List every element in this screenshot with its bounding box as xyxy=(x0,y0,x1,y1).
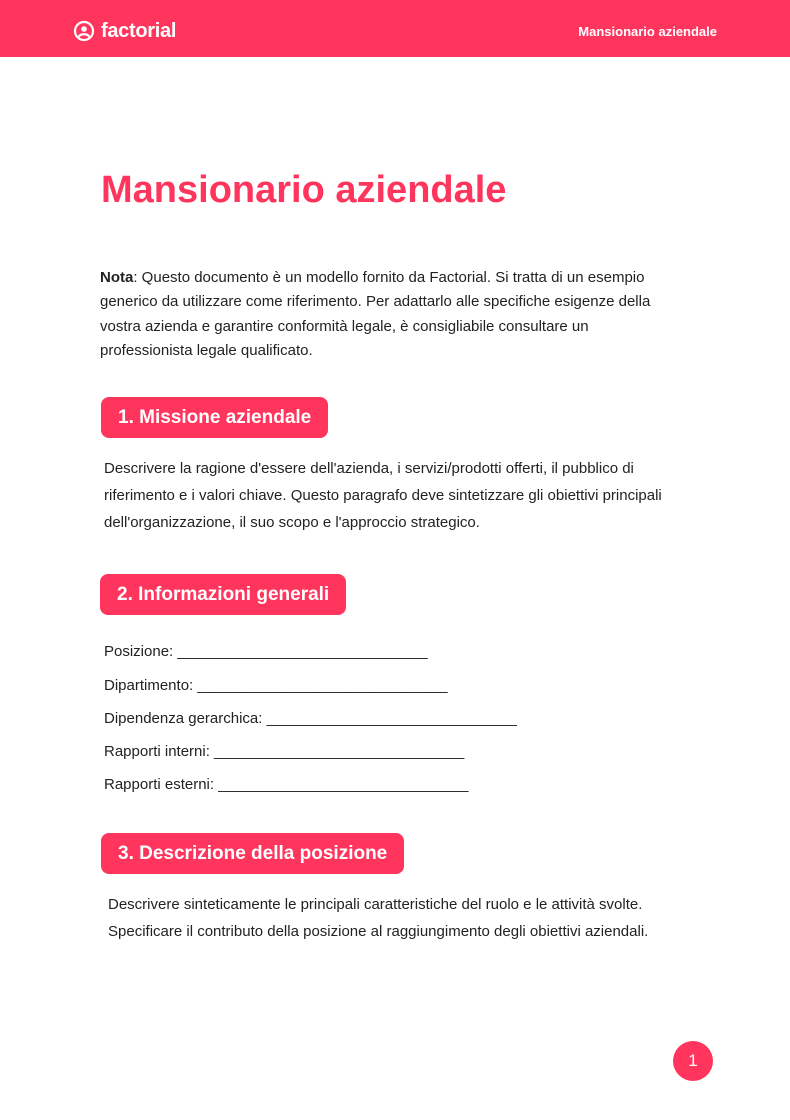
note-text: : Questo documento è un modello fornito da Factorial. Si tratta di un esempio generico da utilizzare come riferimento. Per adattarlo alle specifiche esigenze della vostra azienda e garantire conformità legale, è consigliabile consultare un professionista legale qualificato. xyxy=(100,269,651,359)
section-heading-missione: 1. Missione aziendale xyxy=(101,397,328,438)
field-rapporti-esterni: Rapporti esterni: ______________________________ xyxy=(104,776,469,793)
brand-name: factorial xyxy=(101,20,177,42)
field-rapporti-interni: Rapporti interni: ______________________________ xyxy=(104,743,465,760)
section-body-descrizione: Descrivere sinteticamente le principali caratteristiche del ruolo e le attività svolte. Specificare il contributo della posizione al raggiungimento degli obiettivi aziendali. xyxy=(108,896,649,940)
note-paragraph xyxy=(100,266,680,363)
factorial-logo-icon xyxy=(73,20,95,42)
section-body-missione: Descrivere la ragione d'essere dell'azienda, i servizi/prodotti offerti, il pubblico di riferimento e i valori chiave. Questo paragrafo deve sintetizzare gli obiettivi principali dell'organizzazione, il suo scopo e l'approccio strategico. xyxy=(104,460,662,531)
header-bar xyxy=(0,0,790,57)
page-number-badge: 1 xyxy=(673,1041,713,1081)
page-title: Mansionario aziendale xyxy=(101,169,507,211)
section-heading-informazioni: 2. Informazioni generali xyxy=(100,574,346,615)
factorial-logo[interactable] xyxy=(73,17,176,45)
header-document-title: Mansionario aziendale xyxy=(578,24,717,39)
field-dipendenza-gerarchica: Dipendenza gerarchica: ______________________________ xyxy=(104,710,517,727)
section-heading-descrizione: 3. Descrizione della posizione xyxy=(101,833,404,874)
field-dipartimento: Dipartimento: ______________________________ xyxy=(104,677,448,694)
field-posizione: Posizione: ______________________________ xyxy=(104,643,428,660)
note-label: Nota xyxy=(100,269,134,286)
